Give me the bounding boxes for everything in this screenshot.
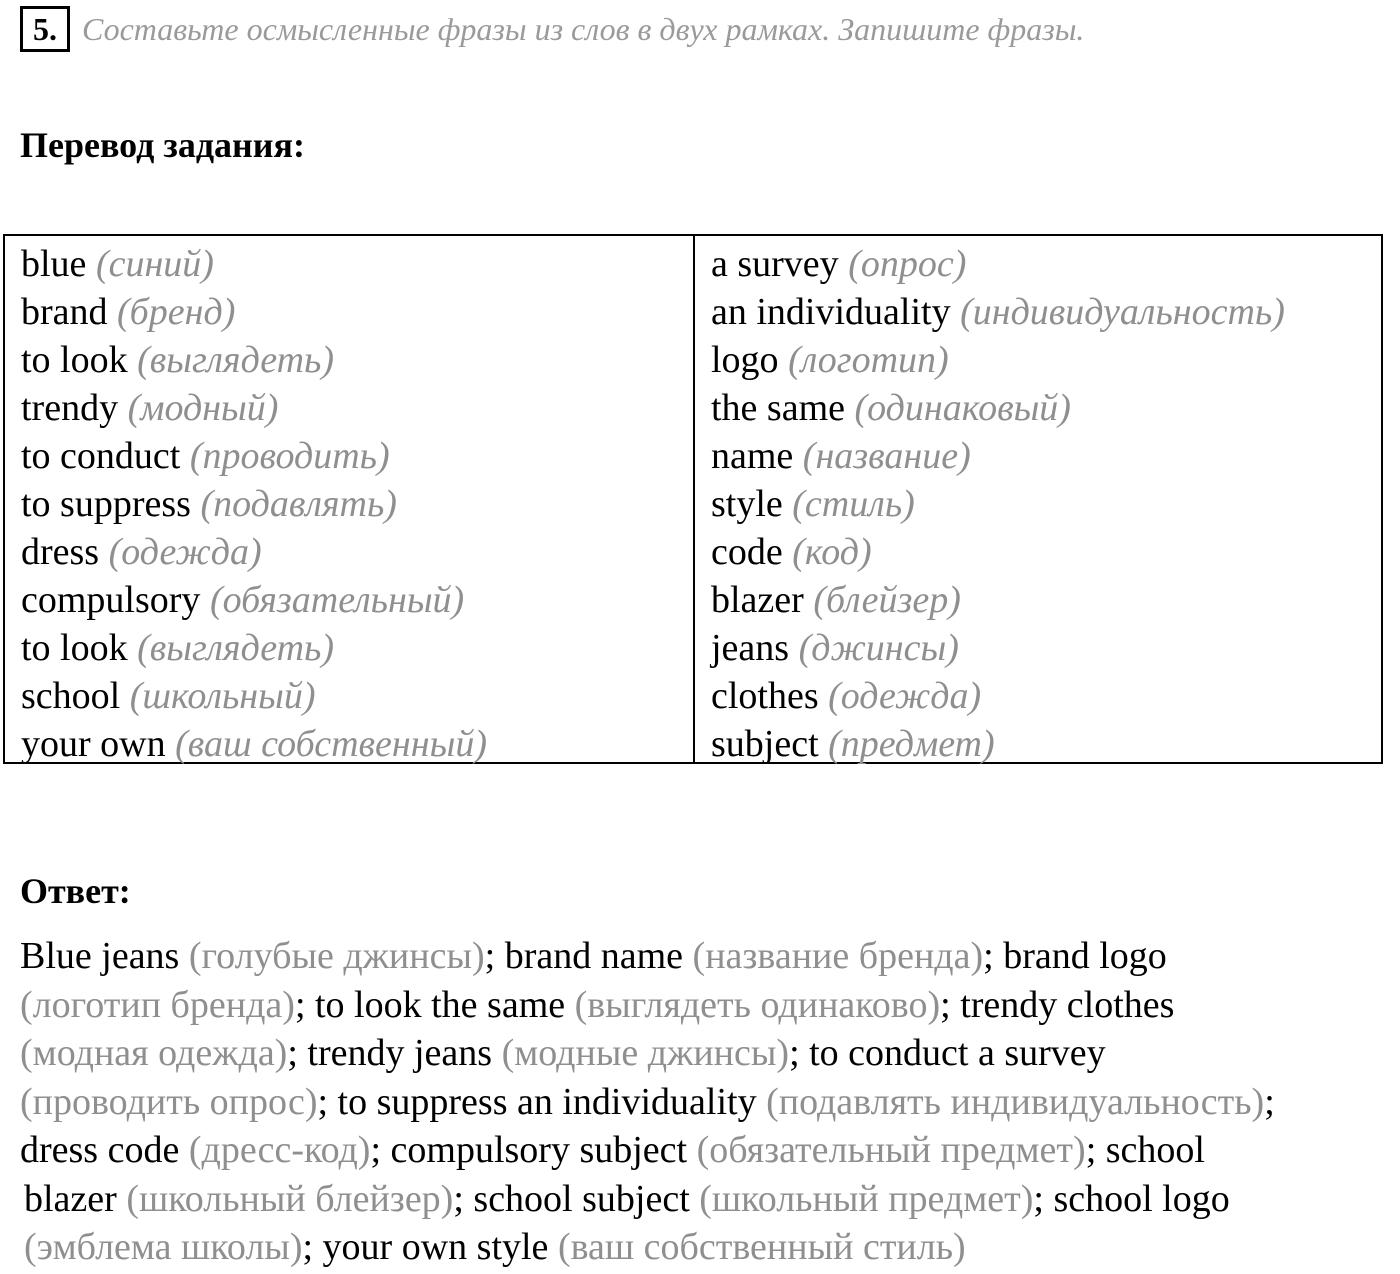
task-number: 5. — [20, 6, 70, 52]
vocab-word: a survey — [711, 243, 839, 285]
vocab-word: dress — [21, 531, 100, 573]
answer-phrase: ; to look the same — [294, 983, 575, 1026]
answer-heading: Ответ: — [20, 871, 131, 911]
answer-translation: (школьный блейзер) — [126, 1177, 454, 1220]
answer-translation: (подавлять индивидуальность) — [766, 1080, 1265, 1123]
vocab-translation: (подавлять) — [200, 483, 397, 525]
vocab-translation: (логотип) — [788, 339, 949, 381]
answer-phrase: ; to conduct a survey — [789, 1032, 1106, 1074]
vocab-translation: (модный) — [127, 387, 279, 429]
answer-translation: (эмблема школы) — [24, 1226, 303, 1268]
answer-phrase: blazer — [24, 1177, 127, 1220]
vocab-row — [711, 672, 1381, 720]
answer-phrase: ; trendy jeans — [287, 1032, 502, 1074]
answer-line — [20, 1029, 1400, 1078]
vocab-translation: (индивидуальность) — [960, 291, 1285, 333]
translation-heading: Перевод задания: — [20, 125, 305, 165]
vocab-word: name — [711, 435, 794, 477]
vocab-word: clothes — [711, 675, 819, 717]
answer-translation: (голубые джинсы) — [188, 935, 485, 977]
vocab-translation: (бренд) — [117, 291, 236, 333]
vocab-row — [711, 528, 1381, 576]
answer-translation: (модная одежда) — [20, 1032, 288, 1074]
vocab-translation: (стиль) — [792, 483, 915, 525]
answer-phrase: ; brand name — [484, 935, 693, 977]
vocab-row — [21, 288, 693, 336]
vocab-word: logo — [711, 339, 779, 381]
vocab-word: to suppress — [21, 483, 191, 525]
vocab-word: an individuality — [711, 291, 951, 333]
vocab-column-left — [5, 236, 695, 765]
vocab-translation: (синий) — [95, 243, 214, 285]
answer-translation: (проводить опрос) — [20, 1080, 318, 1123]
vocab-translation: (джинсы) — [798, 627, 959, 669]
vocab-word: subject — [711, 723, 819, 765]
vocab-table — [3, 234, 1383, 764]
task-instruction: Составьте осмысленные фразы из слов в двух рамках. Запишите фразы. — [82, 10, 1085, 47]
vocab-row — [711, 480, 1381, 528]
vocab-word: code — [711, 531, 783, 573]
answer-translation: (ваш собственный стиль) — [557, 1226, 966, 1268]
vocab-translation: (блейзер) — [813, 579, 961, 621]
answer-phrase: ; school logo — [1033, 1177, 1230, 1220]
answer-translation: (обязательный предмет) — [696, 1129, 1086, 1171]
vocab-word: trendy — [21, 387, 119, 429]
answer-translation: (логотип бренда) — [20, 983, 295, 1026]
vocab-word: brand — [21, 291, 108, 333]
answer-phrase: ; school — [1085, 1129, 1205, 1171]
answer-phrase: ; school subject — [453, 1177, 700, 1220]
vocab-word: blue — [21, 243, 87, 285]
vocab-translation: (одежда) — [828, 675, 982, 717]
vocab-row — [21, 336, 693, 384]
vocab-word: style — [711, 483, 783, 525]
vocab-column-right — [695, 236, 1381, 765]
vocab-row — [711, 288, 1381, 336]
answer-line — [20, 1078, 1400, 1127]
vocab-translation: (название) — [802, 435, 971, 477]
vocab-word: compulsory — [21, 579, 201, 621]
answer-phrase: ; to suppress an individuality — [317, 1080, 767, 1123]
answer-line — [20, 1223, 1400, 1272]
vocab-row — [21, 576, 693, 624]
vocab-row — [711, 720, 1381, 768]
vocab-translation: (школьный) — [129, 675, 316, 717]
answer-translation: (выглядеть одинаково) — [574, 983, 941, 1026]
vocab-row — [711, 384, 1381, 432]
vocab-word: to look — [21, 339, 128, 381]
answer-line — [20, 1126, 1400, 1175]
answer-line — [20, 1175, 1400, 1224]
vocab-row — [21, 624, 693, 672]
answer-phrase: dress code — [20, 1129, 189, 1171]
vocab-word: blazer — [711, 579, 804, 621]
vocab-translation: (одежда) — [108, 531, 262, 573]
vocab-word: to look — [21, 627, 128, 669]
answer-phrase: ; — [1264, 1080, 1275, 1123]
answer-phrase: ; compulsory subject — [370, 1129, 697, 1171]
vocab-row — [21, 480, 693, 528]
vocab-row — [21, 432, 693, 480]
vocab-word: jeans — [711, 627, 790, 669]
vocab-translation: (ваш собственный) — [175, 723, 487, 765]
vocab-word: to conduct — [21, 435, 181, 477]
vocab-translation: (предмет) — [828, 723, 995, 765]
answer-translation: (название бренда) — [692, 935, 984, 977]
vocab-row — [21, 384, 693, 432]
vocab-translation: (проводить) — [189, 435, 390, 477]
vocab-row — [21, 720, 693, 768]
answer-phrase: Blue jeans — [20, 935, 189, 977]
answer-line — [20, 981, 1400, 1030]
vocab-translation: (код) — [792, 531, 872, 573]
vocab-row — [21, 672, 693, 720]
vocab-row — [711, 336, 1381, 384]
answer-translation: (школьный предмет) — [699, 1177, 1034, 1220]
vocab-row — [711, 240, 1381, 288]
vocab-word: school — [21, 675, 121, 717]
vocab-row — [21, 240, 693, 288]
vocab-row — [711, 624, 1381, 672]
vocab-row — [21, 528, 693, 576]
task-header — [20, 6, 1084, 52]
vocab-translation: (выглядеть) — [137, 627, 335, 669]
vocab-translation: (одинаковый) — [854, 387, 1071, 429]
answer-phrase: ; trendy clothes — [940, 983, 1175, 1026]
vocab-row — [711, 576, 1381, 624]
vocab-translation: (обязательный) — [209, 579, 465, 621]
answer-paragraph — [20, 932, 1400, 1272]
vocab-row — [711, 432, 1381, 480]
answer-translation: (дресс-код) — [188, 1129, 371, 1171]
vocab-translation: (опрос) — [848, 243, 967, 285]
answer-phrase: ; your own style — [302, 1226, 558, 1268]
vocab-word: the same — [711, 387, 846, 429]
vocab-translation: (выглядеть) — [137, 339, 335, 381]
answer-phrase: ; brand logo — [983, 935, 1167, 977]
answer-line — [20, 932, 1400, 981]
vocab-word: your own — [21, 723, 166, 765]
answer-translation: (модные джинсы) — [501, 1032, 790, 1074]
